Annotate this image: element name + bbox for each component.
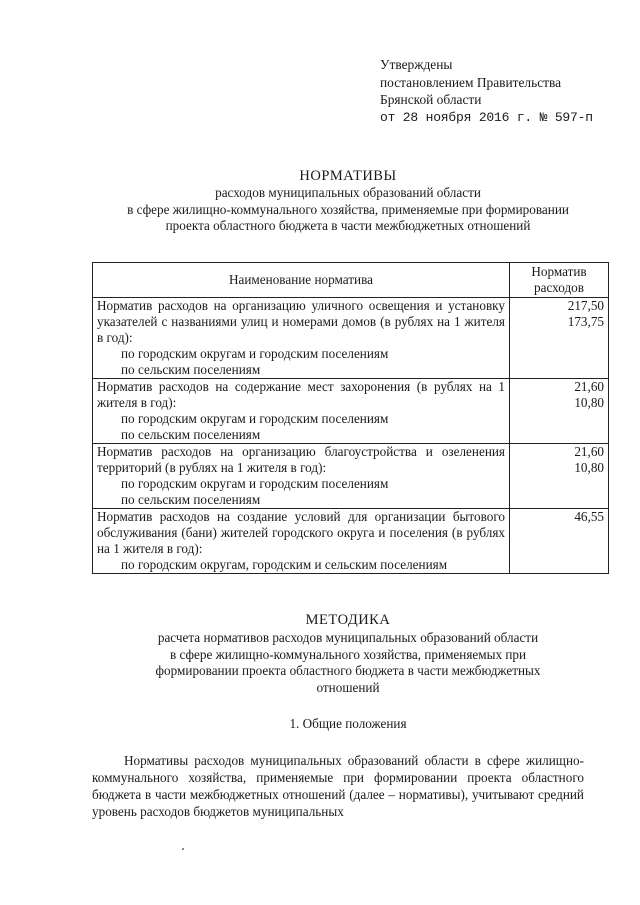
norm-name-cell xyxy=(93,509,510,574)
norm-description: Норматив расходов на организацию уличного освещения и установку указателей с названиями улиц и номерами домов (в рублях на 1 жителя в год): xyxy=(97,298,505,345)
scan-speck xyxy=(182,848,184,850)
method-subtitle-line: формировании проекта областного бюджета в части межбюджетных xyxy=(155,663,541,678)
table-body xyxy=(93,298,609,574)
norm-description: Норматив расходов на создание условий для организации бытового обслуживания (бани) жителей городского округа и поселения (в рублях на 1 жителя в год): xyxy=(97,509,505,556)
norm-sub-item: по городским округам, городским и сельским поселениям xyxy=(121,557,448,572)
norm-value: 10,80 xyxy=(574,395,604,410)
norm-sub-item: по городским округам и городским поселениям xyxy=(121,411,389,426)
norm-value-cell xyxy=(510,509,609,574)
method-subtitle xyxy=(100,630,596,696)
norm-sub-item: по городским округам и городским поселениям xyxy=(121,476,389,491)
approval-line: Утверждены xyxy=(380,57,453,72)
norm-value: 21,60 xyxy=(574,444,604,459)
method-subtitle-line: отношений xyxy=(316,679,380,695)
norm-value-cell xyxy=(510,379,609,444)
norm-name-cell xyxy=(93,379,510,444)
section-heading: 1. Общие положения xyxy=(289,716,407,731)
approval-line: постановлением Правительства xyxy=(380,74,562,90)
header-name: Наименование норматива xyxy=(93,263,510,298)
approval-block xyxy=(380,56,593,126)
norm-value: 217,50 xyxy=(567,298,604,313)
norm-value-cell xyxy=(510,444,609,509)
norm-description: Норматив расходов на содержание мест захоронения (в рублях на 1 жителя в год): xyxy=(97,379,505,410)
document-title: НОРМАТИВЫ xyxy=(299,168,397,184)
table-row xyxy=(93,298,609,379)
table-row xyxy=(93,379,609,444)
norm-value: 21,60 xyxy=(574,379,604,394)
subtitle-line: в сфере жилищно-коммунального хозяйства, применяемые при формировании xyxy=(127,201,569,217)
norm-name-cell xyxy=(93,444,510,509)
norm-value: 46,55 xyxy=(574,509,604,524)
norm-name-cell xyxy=(93,298,510,379)
table-header-row xyxy=(93,263,609,298)
norm-description: Норматив расходов на организацию благоустройства и озеленения территорий (в рублях на 1 жителя в год): xyxy=(97,444,505,475)
norms-table xyxy=(92,262,609,574)
document-subtitle xyxy=(88,185,608,235)
subtitle-line: проекта областного бюджета в части межбюджетных отношений xyxy=(165,218,531,233)
subtitle-line: расходов муниципальных образований области xyxy=(215,185,481,200)
norm-value: 10,80 xyxy=(574,460,604,475)
body-paragraph: Нормативы расходов муниципальных образований области в сфере жилищно-коммунального хозяйства, применяемые при формировании проекта областного бюджета в части межбюджетных отношений (далее – нормативы), учитывают средний уровень расходов бюджетов муниципальных xyxy=(92,753,584,819)
norm-sub-item: по сельским поселениям xyxy=(121,362,261,377)
method-subtitle-line: в сфере жилищно-коммунального хозяйства, применяемых при xyxy=(169,646,527,662)
method-subtitle-line: расчета нормативов расходов муниципальных образований области xyxy=(157,630,539,645)
table-row xyxy=(93,509,609,574)
table-row xyxy=(93,444,609,509)
header-value: Норматив расходов xyxy=(510,263,609,298)
approval-line: Брянской области xyxy=(380,92,482,107)
norm-value: 173,75 xyxy=(567,314,604,329)
norm-sub-item: по городским округам и городским поселениям xyxy=(121,346,389,361)
norm-sub-item: по сельским поселениям xyxy=(121,492,261,507)
norm-value-cell xyxy=(510,298,609,379)
norm-sub-item: по сельским поселениям xyxy=(121,427,261,442)
method-title: МЕТОДИКА xyxy=(305,612,391,628)
approval-date-line: от 28 ноября 2016 г. № 597-п xyxy=(380,109,593,125)
